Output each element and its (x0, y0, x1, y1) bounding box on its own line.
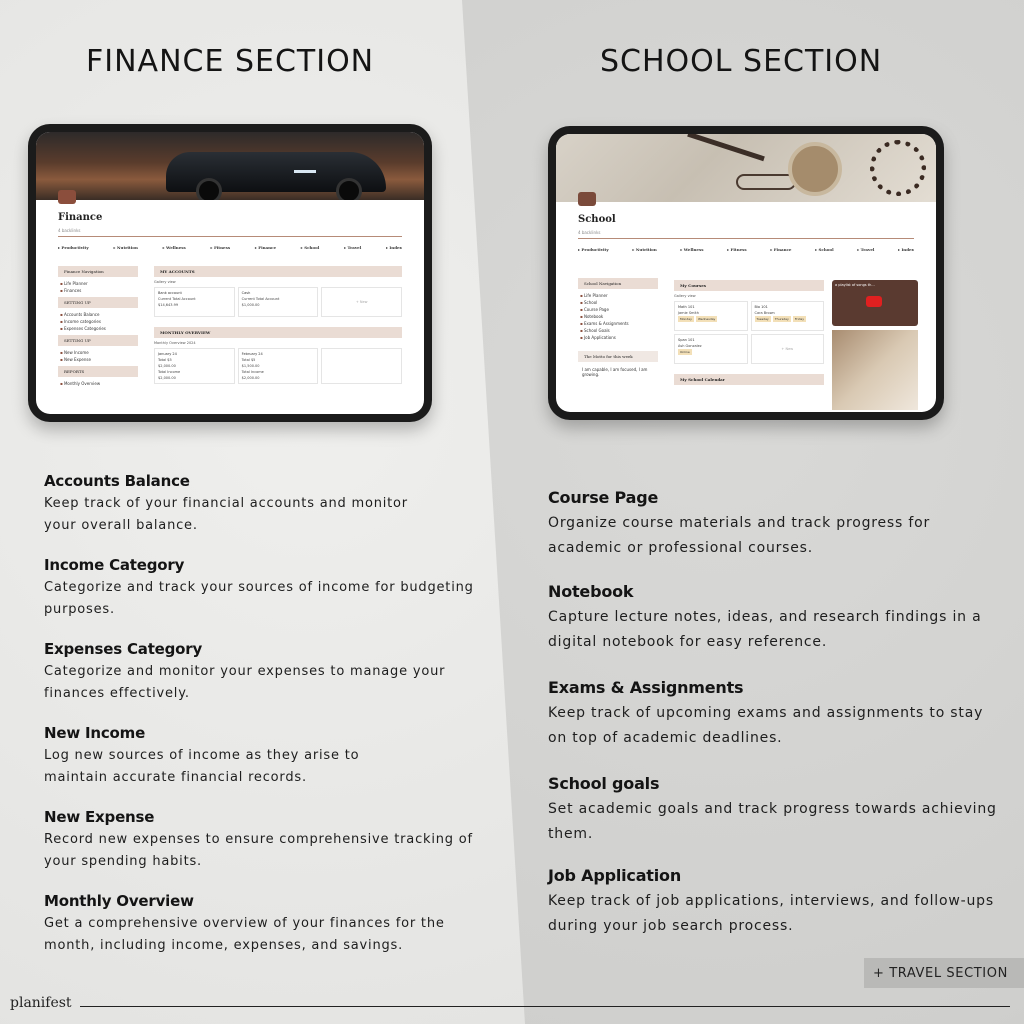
nav-item-nutrition[interactable]: ▸ Nutrition (113, 245, 137, 250)
course-card[interactable] (674, 301, 748, 331)
motto-header: The Motto for this week (578, 351, 658, 362)
feature-description: Capture lecture notes, ideas, and research findings in a digital notebook for easy reference. (548, 609, 982, 650)
school-main (674, 280, 824, 388)
motto-text: I am capable, I am focused, I am growing. (582, 367, 648, 377)
monthly-overview-header: MONTHLY OVERVIEW (154, 327, 402, 338)
feature-description: Organize course materials and track progress for academic or professional courses. (548, 515, 931, 556)
feature-description: Keep track of job applications, interviews, and follow-ups during your job search process. (548, 893, 994, 934)
feature-description: Categorize and monitor your expenses to manage your finances effectively. (44, 664, 446, 701)
car-wheel (196, 178, 222, 200)
sidebar-link-monthly-overview[interactable]: ▪ Monthly Overview (58, 380, 138, 387)
school-sidebar (578, 278, 658, 379)
accounts-cards (154, 287, 402, 317)
school-feature (548, 582, 1008, 655)
feature-title: New Expense (44, 808, 155, 826)
overview-cards (154, 348, 402, 384)
nav-item-fitness[interactable]: ▸ Fitness (211, 245, 231, 250)
school-page-icon (578, 192, 596, 206)
my-accounts-header: MY ACCOUNTS (154, 266, 402, 277)
sidebar-link-accounts-balance[interactable]: ▪ Accounts Balance (58, 311, 138, 318)
month-line: $1,500.00 (241, 364, 260, 368)
feature-title: Job Application (548, 866, 682, 885)
day-tag: Thursday (774, 317, 789, 321)
title-divider (578, 238, 914, 239)
day-tag: Wednesday (697, 317, 716, 321)
course-cards-row-1 (674, 301, 824, 331)
month-line: $2,000.00 (241, 376, 260, 380)
sidebar-link-course-page[interactable]: ▪ Course Page (578, 306, 658, 313)
sidebar-link-school-goals[interactable]: ▪ School Goals (578, 327, 658, 334)
play-icon[interactable] (866, 296, 882, 307)
beads-image (870, 140, 926, 196)
finance-backlinks[interactable]: 4 backlinks (58, 228, 81, 233)
finance-cover-image (36, 132, 424, 200)
school-feature (548, 678, 988, 751)
sidebar-link-income-categories[interactable]: ▪ Income categories (58, 318, 138, 325)
glasses-image (736, 174, 796, 190)
car-headlight (294, 170, 316, 173)
month-line: Total Income (241, 370, 264, 374)
account-label: Current Total Account (241, 297, 280, 301)
day-tag: Online (680, 350, 690, 354)
school-feature (548, 488, 988, 561)
overview-gallery-view[interactable]: Monthly Overview 2024 (154, 341, 196, 345)
finance-navigation-header: Finance Navigation (58, 266, 138, 277)
sidebar-link-exams-assignments[interactable]: ▪ Exams & Assignments (578, 320, 658, 327)
feature-title: Course Page (548, 488, 659, 507)
school-feature (548, 866, 1008, 939)
video-embed[interactable] (832, 280, 918, 326)
feature-title: Income Category (44, 556, 185, 574)
school-screen (556, 134, 936, 412)
month-line: Total $5 (241, 358, 256, 362)
month-card[interactable] (154, 348, 235, 384)
account-name: Bank account (158, 291, 182, 295)
finance-feature (44, 892, 484, 957)
feature-description: Log new sources of income as they arise to maintain accurate financial records. (44, 748, 360, 785)
day-tag: Tuesday (756, 317, 769, 321)
course-instructor: Ash Gonzalez (678, 344, 702, 348)
nav-item-productivity[interactable]: ▸ Productivity (58, 245, 89, 250)
course-instructor: Jamie Smith (678, 311, 700, 315)
title-divider (58, 236, 402, 237)
account-value: $1,000.00 (241, 303, 260, 307)
school-nav (578, 245, 914, 253)
nav-item-school[interactable]: ▸ School (301, 245, 320, 250)
setting-up-header-2: SETTING UP (58, 335, 138, 346)
course-card[interactable] (751, 301, 825, 331)
pen-image (687, 134, 765, 161)
school-tablet (548, 126, 944, 420)
new-course-button[interactable]: + New (751, 334, 825, 364)
account-card[interactable] (154, 287, 235, 317)
nav-item-finance[interactable]: ▸ Finance (770, 247, 791, 252)
feature-title: School goals (548, 774, 660, 793)
nav-item-travel[interactable]: ▸ Travel (857, 247, 874, 252)
feature-title: Notebook (548, 582, 634, 601)
planifest-logo: planifest (10, 995, 72, 1011)
nav-item-travel[interactable]: ▸ Travel (344, 245, 361, 250)
month-card-empty (321, 348, 402, 384)
month-name: February 24 (241, 352, 263, 356)
finance-screen (36, 132, 424, 414)
course-instructor: Cara Brown (754, 311, 775, 315)
month-line: $2,000.00 (158, 376, 176, 380)
feature-description: Keep track of your financial accounts and monitor your overall balance. (44, 496, 408, 533)
finance-main (154, 266, 402, 384)
sidebar-link-notebook[interactable]: ▪ Notebook (578, 313, 658, 320)
finance-nav (58, 243, 402, 251)
sidebar-link-new-expense[interactable]: ▪ New Expense (58, 356, 138, 363)
my-courses-header: My Courses (674, 280, 824, 291)
nav-item-index[interactable]: ▸ Index (386, 245, 402, 250)
school-feature (548, 774, 1018, 847)
feature-title: New Income (44, 724, 146, 742)
car-wheel (336, 178, 362, 200)
footer-divider (80, 1006, 1010, 1007)
feature-description: Set academic goals and track progress towards achieving them. (548, 801, 997, 842)
finance-feature (44, 640, 474, 705)
account-name: Cash (241, 291, 251, 295)
cozy-photo (832, 330, 918, 410)
travel-section-button[interactable]: + TRAVEL SECTION (864, 958, 1024, 988)
nav-item-productivity[interactable]: ▸ Productivity (578, 247, 609, 252)
account-label: Current Total Account (158, 297, 196, 301)
nav-item-wellness[interactable]: ▸ Wellness (680, 247, 703, 252)
sidebar-link-school[interactable]: ▪ School (578, 299, 658, 306)
nav-item-wellness[interactable]: ▸ Wellness (163, 245, 186, 250)
reports-header: REPORTS (58, 366, 138, 377)
finance-feature (44, 556, 504, 621)
month-name: January 24 (158, 352, 177, 356)
school-section-title: SCHOOL SECTION (600, 44, 883, 79)
finance-page-title: Finance (58, 212, 103, 223)
day-tag: Friday (794, 317, 805, 321)
sidebar-link-life-planner[interactable]: ▪ Life Planner (578, 292, 658, 299)
school-page-title: School (578, 214, 616, 225)
finance-page-icon (58, 190, 76, 204)
feature-title: Accounts Balance (44, 472, 190, 490)
course-name: Bio 101 (754, 305, 768, 309)
feature-title: Monthly Overview (44, 892, 194, 910)
finance-sidebar (58, 266, 138, 387)
nav-item-school[interactable]: ▸ School (815, 247, 834, 252)
feature-description: Record new expenses to ensure comprehensive tracking of your spending habits. (44, 832, 473, 869)
course-card[interactable] (674, 334, 748, 364)
sidebar-link-life-planner[interactable]: ▪ Life Planner (58, 280, 138, 287)
month-line: $2,000.00 (158, 364, 176, 368)
setting-up-header: SETTING UP (58, 297, 138, 308)
finance-feature (44, 808, 504, 873)
coffee-cup-image (788, 142, 842, 196)
school-calendar-header: My School Calendar (674, 374, 824, 385)
finance-feature (44, 472, 444, 537)
course-name: Math 101 (678, 305, 695, 309)
school-navigation-header: School Navigation (578, 278, 658, 289)
feature-description: Categorize and track your sources of income for budgeting purposes. (44, 580, 474, 617)
day-tag: Monday (680, 317, 692, 321)
sidebar-link-new-income[interactable]: ▪ New Income (58, 349, 138, 356)
video-title: a playlist of songs th... (835, 283, 875, 287)
month-card[interactable] (238, 348, 319, 384)
nav-item-fitness[interactable]: ▸ Fitness (727, 247, 747, 252)
courses-gallery-view[interactable]: Gallery view (674, 294, 696, 298)
sidebar-link-job-applications[interactable]: ▪ Job Applications (578, 334, 658, 341)
accounts-gallery-view[interactable]: Gallery view (154, 280, 176, 284)
finance-feature (44, 724, 394, 789)
nav-item-nutrition[interactable]: ▸ Nutrition (632, 247, 656, 252)
school-cover-image (556, 134, 936, 202)
month-line: Total Income (158, 370, 181, 374)
account-value: $14,643.99 (158, 303, 179, 307)
new-account-button[interactable]: + New (321, 287, 402, 317)
course-name: Span 101 (678, 338, 695, 342)
feature-title: Exams & Assignments (548, 678, 744, 697)
feature-description: Keep track of upcoming exams and assignments to stay on top of academic deadlines. (548, 705, 984, 746)
feature-description: Get a comprehensive overview of your finances for the month, including income, expenses, and savings. (44, 916, 445, 953)
school-backlinks[interactable]: 4 backlinks (578, 230, 601, 235)
sidebar-link-expenses-categories[interactable]: ▪ Expenses Categories (58, 325, 138, 332)
nav-item-finance[interactable]: ▸ Finance (255, 245, 276, 250)
finance-tablet (28, 124, 432, 422)
finance-section-title: FINANCE SECTION (86, 44, 375, 79)
feature-title: Expenses Category (44, 640, 203, 658)
course-cards-row-2 (674, 334, 824, 364)
nav-item-index[interactable]: ▸ Index (898, 247, 914, 252)
account-card[interactable] (238, 287, 319, 317)
month-line: Total $5 (158, 358, 172, 362)
sidebar-link-finances[interactable]: ▪ Finances (58, 287, 138, 294)
